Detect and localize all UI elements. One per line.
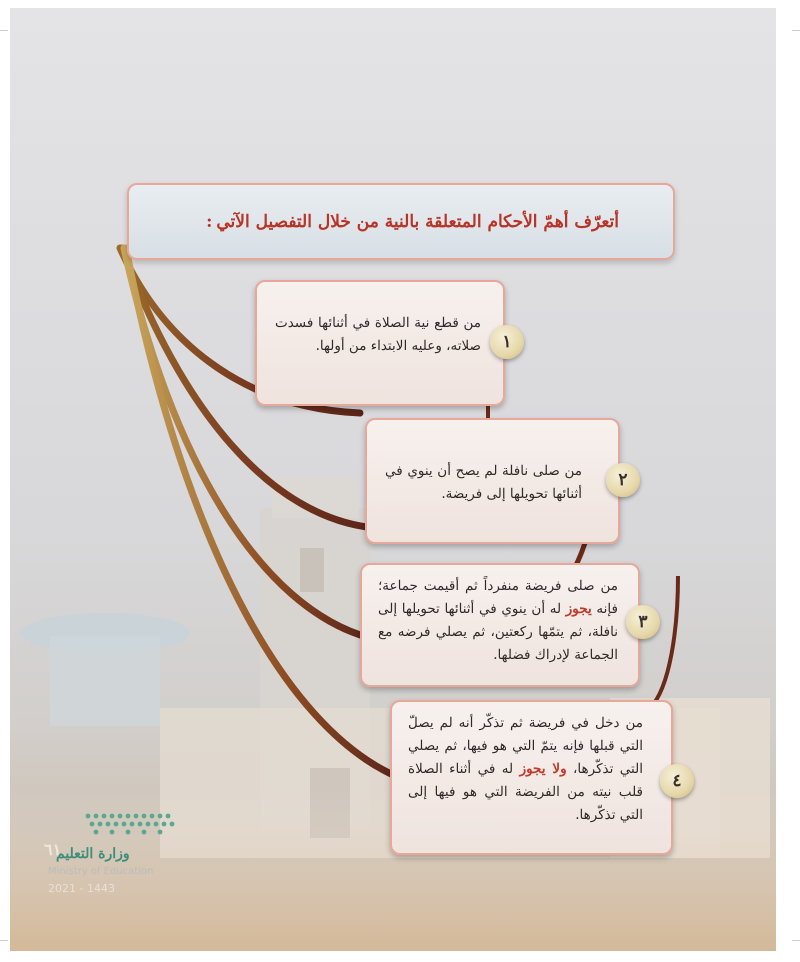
ruling-card-text — [408, 712, 643, 827]
crop-mark — [792, 940, 800, 941]
ruling-card-3 — [360, 563, 640, 687]
page-number: ٦١ — [44, 840, 62, 859]
edition-year: 2021 - 1443 — [48, 882, 115, 895]
number-badge: ١ — [490, 325, 524, 359]
highlight-word: يجوز — [565, 601, 592, 617]
ruling-card-text — [378, 575, 618, 667]
ministry-logo-icon — [82, 808, 180, 838]
section-heading-text: أتعرّف أهمّ الأحكام المتعلقة بالنية من خلال التفصيل الآتي — [216, 211, 619, 232]
crop-mark — [0, 30, 8, 31]
number-badge: ٤ — [660, 764, 694, 798]
crop-mark — [792, 30, 800, 31]
ruling-card-text — [385, 460, 582, 506]
ruling-card-1 — [255, 280, 505, 406]
ruling-card-4 — [390, 700, 673, 855]
ministry-name-ar: وزارة التعليم — [56, 846, 130, 862]
highlight-word: ولا يجوز — [519, 761, 567, 777]
text-segment: من دخل في فريضة ثم تذكّر أنه لم يصلّ التي قبلها فإنه يتمّ التي هو فيها، ثم يصلي التي تذكّرها، — [408, 715, 643, 777]
number-badge: ٢ — [606, 463, 640, 497]
text-segment: من صلى فريضة منفرداً ثم أقيمت جماعة؛ فإنه — [378, 578, 618, 617]
text-segment: له في أثناء الصلاة قلب نيته من الفريضة التي هو فيها إلى التي تذكّرها. — [408, 761, 643, 823]
text-segment: من صلى نافلة لم يصح أن ينوي في أثنائها تحويلها إلى فريضة. — [385, 463, 582, 502]
text-segment: له أن ينوي في أثنائها تحويلها إلى نافلة، ثم يتمّها ركعتين، ثم يصلي فرضه مع الجماعة لإدراك فضلها. — [378, 601, 618, 663]
crop-mark — [0, 940, 8, 941]
text-segment: من قطع نية الصلاة في أثنائها فسدت صلاته، وعليه الابتداء من أولها. — [275, 315, 481, 354]
ruling-card-text — [275, 312, 481, 358]
section-heading — [127, 183, 675, 260]
ministry-name-en: Ministry of Education — [48, 866, 154, 877]
number-badge: ٣ — [626, 605, 660, 639]
section-heading-colon: : — [206, 211, 213, 232]
ruling-card-2 — [365, 418, 620, 544]
